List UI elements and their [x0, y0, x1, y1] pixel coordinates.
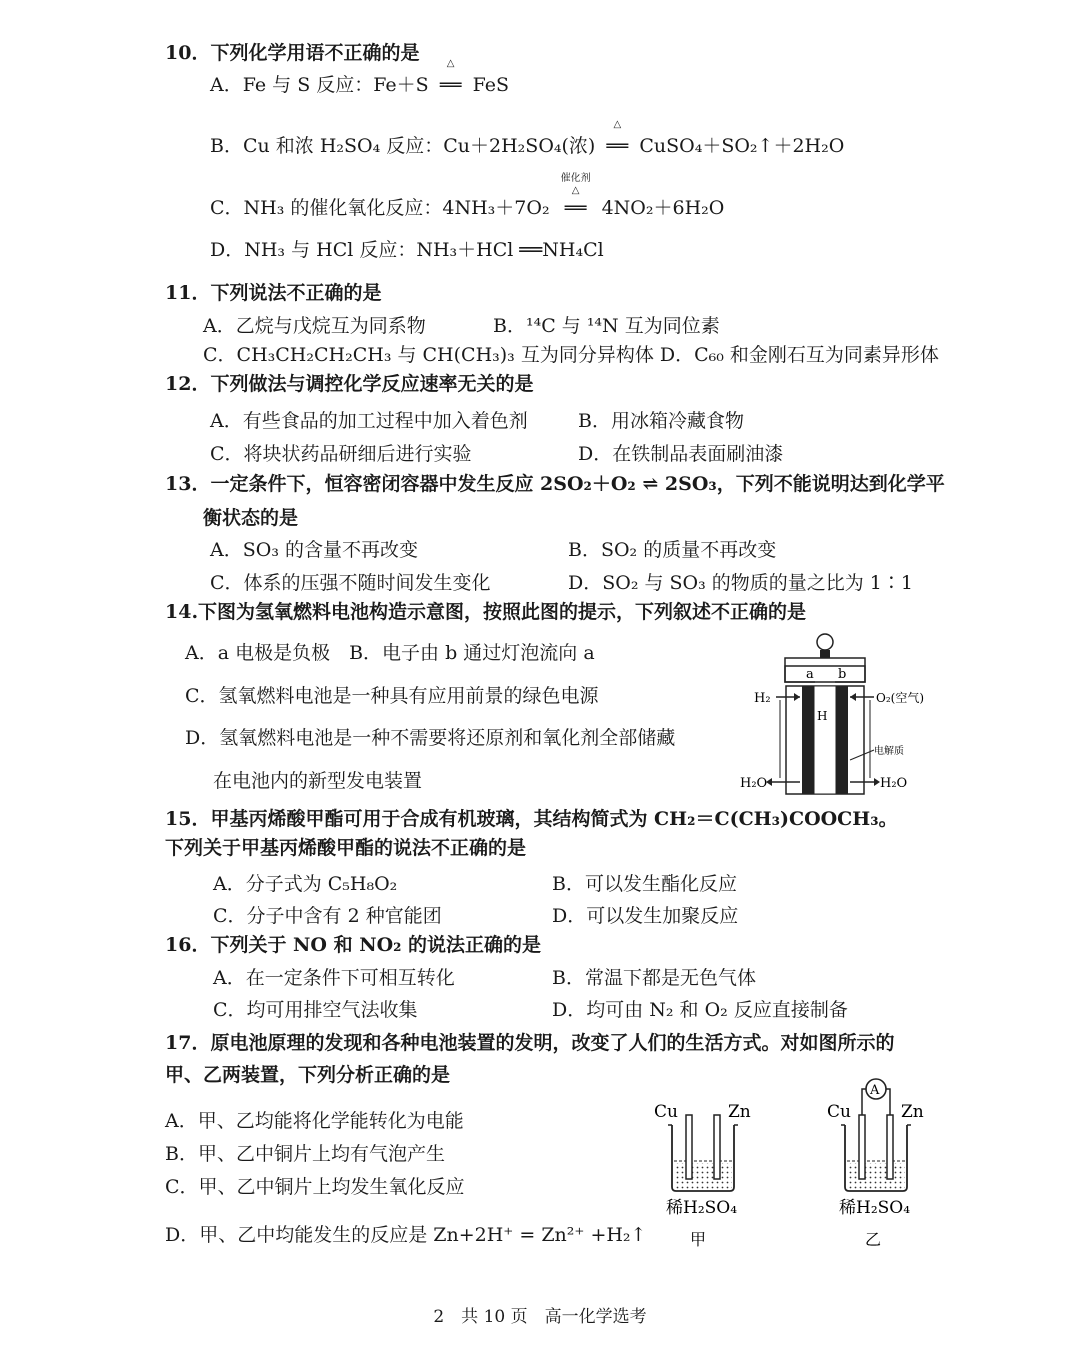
q12-stem: 12．下列做法与调控化学反应速率无关的是 [165, 373, 534, 395]
q14-option-d-2: 在电池内的新型发电装置 [213, 770, 423, 792]
q15-option-a: A．分子式为 C₅H₈O₂ [213, 873, 398, 895]
q15-stem-1: 15．甲基丙烯酸甲酯可用于合成有机玻璃，其结构简式为 CH₂＝C(CH₃)COOCH₃。 [165, 808, 898, 830]
jia-zn-electrode [714, 1115, 720, 1179]
q10-option-b: B．Cu 和浓 H₂SO₄ 反应：Cu＋2H₂SO₄(浓) △ ══ CuSO₄＋SO₂↑＋2H₂O [210, 119, 845, 157]
q10-option-a: A．Fe 与 S 反应：Fe＋S △ ══ FeS [210, 58, 510, 96]
q10-c-pre: C．NH₃ 的催化氧化反应：4NH₃＋7O₂ [210, 197, 550, 219]
ammeter-label: A [870, 1083, 880, 1098]
yi-label: 乙 [865, 1230, 882, 1249]
q16-option-a: A．在一定条件下可相互转化 [213, 967, 455, 989]
jia-acid-label: 稀H₂SO₄ [666, 1198, 738, 1218]
jia-label: 甲 [690, 1230, 707, 1249]
q17-stem-2: 甲、乙两装置，下列分析正确的是 [165, 1064, 451, 1086]
q10-c-cond-top: 催化剂 [560, 173, 591, 184]
q12-option-b: B．用冰箱冷藏食物 [578, 410, 744, 432]
q14-stem: 14.下图为氢氧燃料电池构造示意图，按照此图的提示，下列叙述不正确的是 [165, 601, 807, 623]
q17-option-d: D．甲、乙中均能发生的反应是 Zn+2H⁺ = Zn²⁺ +H₂↑ [165, 1224, 647, 1246]
q10-option-c: C．NH₃ 的催化氧化反应：4NH₃＋7O₂ 催化剂 △ ══ 4NO₂＋6H₂O [210, 173, 725, 219]
q13-option-b: B．SO₂ 的质量不再改变 [568, 539, 777, 561]
q17-stem-1: 17．原电池原理的发现和各种电池装置的发明，改变了人们的生活方式。对如图所示的 [165, 1032, 895, 1054]
cell-diagram-yi [823, 1075, 933, 1255]
bulb-icon [817, 634, 833, 650]
q13-option-a: A．SO₃ 的含量不再改变 [210, 539, 418, 561]
yi-acid-label: 稀H₂SO₄ [839, 1198, 911, 1218]
q14-option-a-b: A．a 电极是负极 B．电子由 b 通过灯泡流向 a [185, 642, 595, 664]
q16-stem: 16．下列关于 NO 和 NO₂ 的说法正确的是 [165, 934, 542, 956]
q16-option-c: C．均可用排空气法收集 [213, 999, 418, 1021]
q16-option-d: D．均可由 N₂ 和 O₂ 反应直接制备 [552, 999, 848, 1021]
q13-stem-2: 衡状态的是 [203, 507, 299, 529]
q10-option-d: D．NH₃ 与 HCl 反应：NH₃＋HCl ══NH₄Cl [210, 239, 604, 261]
q15-option-d: D．可以发生加聚反应 [552, 905, 739, 927]
fuel-cell-diagram [740, 630, 950, 800]
q14-option-c: C．氢氧燃料电池是一种具有应用前景的绿色电源 [185, 685, 599, 707]
q10-a-pre: A．Fe 与 S 反应：Fe＋S [210, 74, 429, 96]
q13-option-d: D．SO₂ 与 SO₃ 的物质的量之比为 1∶1 [568, 572, 913, 594]
q10-c-post: 4NO₂＋6H₂O [601, 197, 725, 219]
bulb-base [820, 650, 830, 658]
jia-solution [674, 1163, 732, 1189]
cell-diagram-jia [650, 1095, 760, 1255]
label-b: b [838, 667, 847, 682]
q10-c-cond: △ [571, 185, 580, 196]
q15-option-b: B．可以发生酯化反应 [552, 873, 737, 895]
yi-cu-electrode [859, 1115, 865, 1179]
q17-option-c: C．甲、乙中铜片上均发生氧化反应 [165, 1176, 465, 1198]
label-h: H [817, 709, 828, 723]
yi-cu-label: Cu [827, 1102, 851, 1122]
q17-option-a: A．甲、乙均能将化学能转化为电能 [165, 1110, 464, 1132]
q10-b-cond: △ [613, 119, 622, 130]
label-electrolyte: 电解质 [874, 746, 904, 757]
q17-option-b: B．甲、乙中铜片上均有气泡产生 [165, 1143, 445, 1165]
electrode-a [802, 686, 814, 794]
yi-solution [847, 1163, 905, 1189]
q11-stem: 11．下列说法不正确的是 [165, 282, 382, 304]
label-h2: H₂ [754, 691, 771, 706]
jia-zn-label: Zn [728, 1102, 751, 1122]
yi-zn-label: Zn [901, 1102, 924, 1122]
q16-option-b: B．常温下都是无色气体 [552, 967, 756, 989]
page-footer: 2 共 10 页 高一化学选考 [433, 1307, 647, 1327]
q10-a-post: FeS [472, 74, 510, 96]
q13-option-c: C．体系的压强不随时间发生变化 [210, 572, 491, 594]
label-a: a [806, 667, 814, 682]
yi-zn-electrode [887, 1115, 893, 1179]
q10-stem: 10．下列化学用语不正确的是 [165, 42, 420, 64]
q12-option-a: A．有些食品的加工过程中加入着色剂 [210, 410, 528, 432]
label-h2o-left: H₂O [740, 776, 768, 791]
q12-option-d: D．在铁制品表面刷油漆 [578, 443, 784, 465]
q10-b-post: CuSO₄＋SO₂↑＋2H₂O [639, 135, 845, 157]
q11-option-b: B．¹⁴C 与 ¹⁴N 互为同位素 [493, 315, 720, 337]
label-o2: O₂(空气) [876, 691, 925, 705]
q14-option-d-1: D．氢氧燃料电池是一种不需要将还原剂和氧化剂全部储藏 [185, 727, 676, 749]
q10-a-cond: △ [446, 58, 455, 69]
q12-option-c: C．将块状药品研细后进行实验 [210, 443, 472, 465]
q15-stem-2: 下列关于甲基丙烯酸甲酯的说法不正确的是 [165, 837, 527, 859]
electrode-b [836, 686, 848, 794]
jia-cu-label: Cu [654, 1102, 678, 1122]
q13-stem-1: 13．一定条件下，恒容密闭容器中发生反应 2SO₂＋O₂ ⇌ 2SO₃，下列不能说明达到化学平 [165, 473, 945, 495]
q11-option-c-d: C．CH₃CH₂CH₂CH₃ 与 CH(CH₃)₃ 互为同分异构体 D．C₆₀ 和金刚石互为同素异形体 [203, 344, 939, 366]
q10-b-pre: B．Cu 和浓 H₂SO₄ 反应：Cu＋2H₂SO₄(浓) [210, 135, 596, 157]
label-h2o-right: H₂O [880, 776, 908, 791]
q11-option-a: A．乙烷与戊烷互为同系物 [203, 315, 426, 337]
q15-option-c: C．分子中含有 2 种官能团 [213, 905, 442, 927]
jia-cu-electrode [686, 1115, 692, 1179]
